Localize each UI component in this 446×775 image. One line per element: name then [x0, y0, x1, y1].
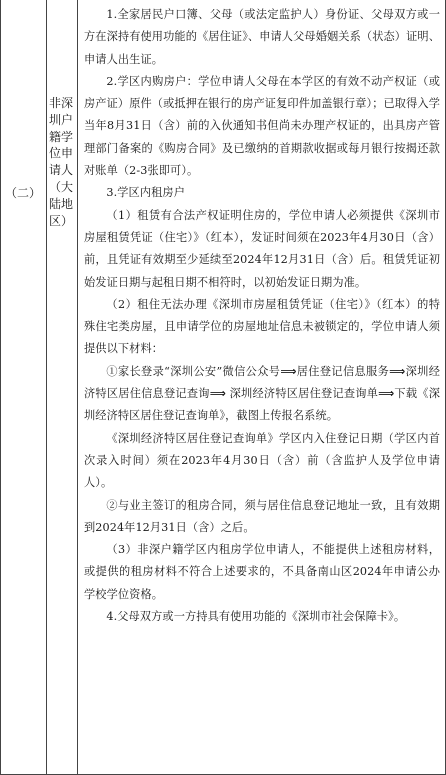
- column-divider-2: [77, 0, 78, 775]
- paragraph-rental-contract: ②与业主签订的租房合同，须与居住信息登记地址一致，且有效期到2024年12月31日（含）之后。: [84, 498, 440, 534]
- paragraph-query-form-date: 《深圳经济特区居住登记查询单》学区内入住登记日期（学区内首次录入时间）须在2023年4月30日（含）前（含监护人及学位申请人）。: [84, 431, 440, 490]
- applicant-category: 非深圳户籍学位申请人（大陆地区）: [49, 96, 74, 228]
- paragraph-special-housing: （2）租住无法办理《深圳市房屋租赁凭证（住宅）》（红本）的特殊住宅类房屋，且申请学位的房屋地址信息未被锁定的，学位申请人须提供以下材料：: [84, 297, 440, 356]
- requirements-content: [84, 4, 440, 628]
- paragraph-non-eligibility: （3）非深户籍学区内租房学位申请人，不能提供上述租房材料，或提供的租房材料不符合上述要求的，不具备南山区2024年申请公办学校学位资格。: [84, 543, 440, 601]
- arrow-icon: ⟹: [389, 364, 406, 378]
- step1-query-form: 深圳经济特区居住登记查询单: [229, 387, 379, 401]
- arrow-icon: ⟹: [378, 387, 395, 401]
- paragraph-home-buyers: 2.学区内购房户：学位申请人父母在本学区的有效不动产权证（或房产证）原件（或抵押在银行的房产证复印件加盖银行章）；已取得入学当年8月31日（含）前的入伙通知书但尚未办理产权证的，出具房产管理部门备案的《购房合同》及已缴纳的首期款收据或每月银行按揭还款对账单（2-3张即可）。: [84, 74, 440, 178]
- paragraph-rental-certificate: （1）租赁有合法产权证明住房的，学位申请人必须提供《深圳市房屋租赁凭证（住宅）》（红本），发证时间须在2023年4月30日（含）前，且凭证有效期至少延续至2024年12月31日（含）后。租赁凭证初始发证日期与起租日期不相符时，以初始发证日期为准。: [84, 208, 440, 289]
- paragraph-step-one: [84, 361, 440, 428]
- arrow-icon: ⟹: [280, 364, 297, 378]
- paragraph-household-documents: 1.全家居民户口簿、父母（或法定监护人）身份证、父母双方或一方在深持有使用功能的《居住证》、申请人父母婚姻关系（状态）证明、申请人出生证。: [84, 8, 440, 66]
- step1-download: 下载《深圳经济特区居住登记查询单》，截图上传报名系统。: [84, 387, 440, 423]
- table-left-border: [0, 0, 1, 775]
- step1-service: 居住登记信息服务: [296, 364, 390, 378]
- column-divider-1: [46, 0, 47, 775]
- paragraph-social-security: 4.父母双方或一方持具有使用功能的《深圳市社会保障卡》。: [106, 610, 406, 624]
- paragraph-renters-heading: 3.学区内租房户: [106, 186, 185, 200]
- row-number: （二）: [4, 186, 41, 200]
- step1-intro: ①家长登录“深圳公安”微信公众号: [106, 364, 281, 378]
- step1-info-query: 深圳经济特区居住信息登记查询: [84, 364, 440, 401]
- arrow-icon: ⟹: [209, 387, 226, 401]
